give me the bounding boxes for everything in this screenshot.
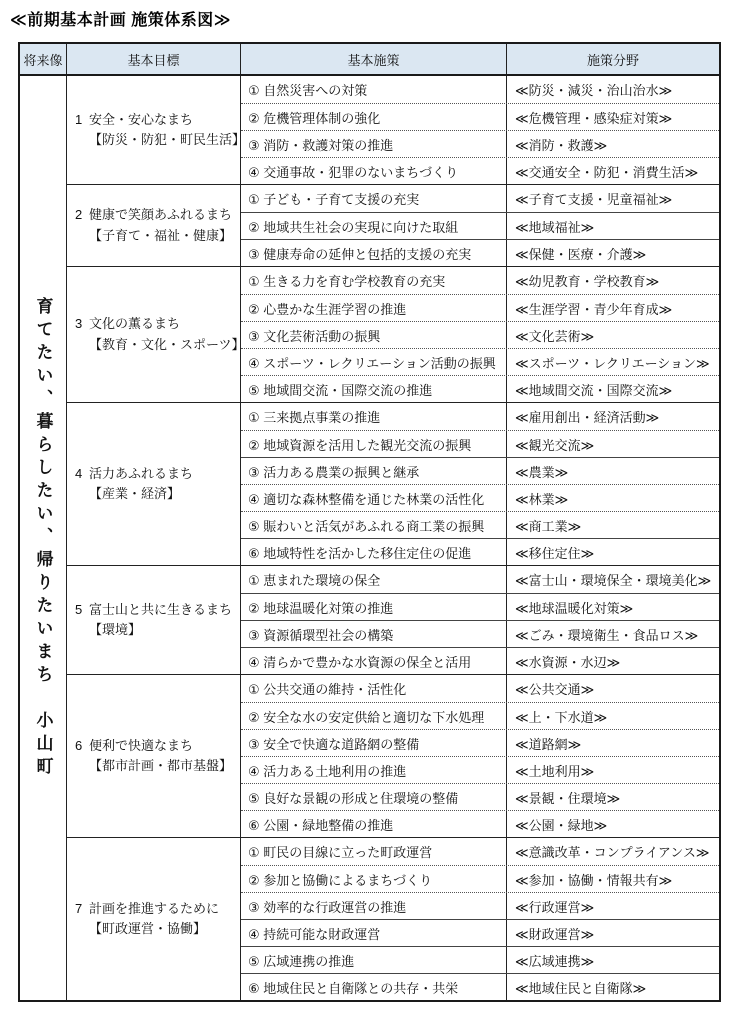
goal-category: 【環境】 <box>89 622 142 637</box>
field-cell: ≪林業≫ <box>515 491 569 507</box>
field-cell: ≪地域住民と自衛隊≫ <box>515 980 647 996</box>
field-cell: ≪保健・医療・介護≫ <box>515 246 647 262</box>
field-cell: ≪道路網≫ <box>515 736 582 752</box>
table-row <box>241 973 719 1000</box>
policy-cell: ③ 活力ある農業の振興と継承 <box>241 458 507 484</box>
table-row <box>241 620 719 647</box>
field-cell: ≪意識改革・コンプライアンス≫ <box>515 845 710 860</box>
policy-cell: ① 自然災害への対策 <box>241 76 507 103</box>
table-row <box>241 403 719 430</box>
field-cell: ≪文化芸術≫ <box>515 328 595 344</box>
policy-cell: ② 地球温暖化対策の推進 <box>241 594 507 620</box>
policy-cell: ② 危機管理体制の強化 <box>241 104 507 130</box>
field-cell: ≪交通安全・防犯・消費生活≫ <box>515 164 699 180</box>
field-cell: ≪参加・協働・情報共有≫ <box>515 872 673 888</box>
goal-title-line <box>75 464 240 484</box>
goal-section <box>67 403 719 566</box>
column-header-policy: 基本施策 <box>241 44 507 74</box>
policy-cell: ② 心豊かな生涯学習の推進 <box>241 295 507 321</box>
field-cell: ≪移住定住≫ <box>515 545 595 561</box>
table-row <box>241 212 719 239</box>
goal-section <box>67 185 719 267</box>
policy-cell: ④ 活力ある土地利用の推進 <box>241 757 507 783</box>
policy-system-table <box>18 42 721 1002</box>
goal-name: 活力あふれるまち <box>89 465 194 481</box>
goal-name: 文化の薫るまち <box>89 316 181 332</box>
policy-cell: ② 地域資源を活用した観光交流の振興 <box>241 431 507 457</box>
field-cell: ≪危機管理・感染症対策≫ <box>515 110 673 126</box>
policy-cell: ① 公共交通の維持・活性化 <box>241 675 507 702</box>
table-row <box>241 157 719 184</box>
goal-name: 健康で笑顔あふれるまち <box>89 207 233 223</box>
policy-cell: ④ スポーツ・レクリエーション活動の振興 <box>241 349 507 375</box>
policy-cell: ① 町民の目線に立った町政運営 <box>241 838 507 865</box>
policy-rows <box>241 566 719 674</box>
goal-sections-container <box>67 76 719 1000</box>
column-header-goal: 基本目標 <box>67 44 241 74</box>
policy-cell: ② 安全な水の安定供給と適切な下水処理 <box>241 703 507 729</box>
page-title: ≪前期基本計画 施策体系図≫ <box>10 12 231 29</box>
policy-rows <box>241 838 719 1000</box>
field-cell: ≪幼児教育・学校教育≫ <box>515 274 660 289</box>
field-cell: ≪地域福祉≫ <box>515 219 595 235</box>
table-row <box>241 892 719 919</box>
goal-section <box>67 675 719 838</box>
table-row <box>241 865 719 892</box>
table-header-row <box>20 44 719 76</box>
policy-cell: ⑥ 公園・緑地整備の推進 <box>241 811 507 837</box>
goal-cell <box>67 403 241 565</box>
policy-cell: ① 生きる力を育む学校教育の充実 <box>241 267 507 294</box>
goal-title-line <box>75 205 240 225</box>
field-cell: ≪公園・緑地≫ <box>515 817 608 833</box>
field-cell: ≪上・下水道≫ <box>515 709 608 725</box>
table-row <box>241 919 719 946</box>
policy-cell: ④ 清らかで豊かな水資源の保全と活用 <box>241 648 507 674</box>
policy-rows <box>241 185 719 266</box>
policy-rows <box>241 267 719 402</box>
vision-cell <box>20 76 67 1000</box>
policy-cell: ③ 資源循環型社会の構築 <box>241 621 507 647</box>
goal-cell <box>67 838 241 1000</box>
field-cell: ≪水資源・水辺≫ <box>515 654 621 670</box>
policy-cell: ③ 健康寿命の延伸と包括的支援の充実 <box>241 240 507 266</box>
policy-cell: ① 三来拠点事業の推進 <box>241 403 507 430</box>
goal-title-line <box>75 736 240 756</box>
policy-cell: ⑥ 地域住民と自衛隊との共存・共栄 <box>241 974 507 1000</box>
table-body <box>20 76 719 1000</box>
policy-cell: ④ 適切な森林整備を通じた林業の活性化 <box>241 485 507 511</box>
policy-cell: ⑥ 地域特性を活かした移住定住の促進 <box>241 539 507 565</box>
table-row <box>241 267 719 294</box>
goal-title-line <box>75 899 240 919</box>
policy-rows <box>241 675 719 837</box>
policy-rows <box>241 76 719 184</box>
field-cell: ≪生涯学習・青少年育成≫ <box>515 301 673 317</box>
goal-cell <box>67 675 241 837</box>
table-row <box>241 647 719 674</box>
goal-cell <box>67 566 241 674</box>
goal-number: 7 <box>75 900 83 916</box>
goal-number: 3 <box>75 316 83 332</box>
table-row <box>241 783 719 810</box>
policy-cell: ③ 消防・救護対策の推進 <box>241 131 507 157</box>
field-cell: ≪地球温暖化対策≫ <box>515 600 634 616</box>
field-cell: ≪行政運営≫ <box>515 899 595 915</box>
field-cell: ≪地域間交流・国際交流≫ <box>515 382 673 398</box>
goal-number: 1 <box>75 111 83 127</box>
table-row <box>241 239 719 266</box>
policy-cell: ⑤ 賑わいと活気があふれる商工業の振興 <box>241 512 507 538</box>
table-row <box>241 702 719 729</box>
policy-cell: ① 恵まれた環境の保全 <box>241 566 507 593</box>
goal-category: 【町政運営・協働】 <box>89 921 207 936</box>
policy-cell: ③ 安全で快適な道路網の整備 <box>241 730 507 756</box>
policy-cell: ① 子ども・子育て支援の充実 <box>241 185 507 212</box>
goal-title-line <box>75 600 240 620</box>
goal-category: 【教育・文化・スポーツ】 <box>89 336 245 352</box>
goal-number: 2 <box>75 207 83 223</box>
table-row <box>241 484 719 511</box>
field-cell: ≪消防・救護≫ <box>515 137 608 153</box>
table-row <box>241 946 719 973</box>
table-row <box>241 511 719 538</box>
table-row <box>241 130 719 157</box>
goal-section <box>67 267 719 403</box>
field-cell: ≪観光交流≫ <box>515 437 595 453</box>
goal-section <box>67 566 719 675</box>
goal-category: 【都市計画・都市基盤】 <box>89 758 233 773</box>
table-row <box>241 675 719 702</box>
table-row <box>241 838 719 865</box>
policy-cell: ⑤ 地域間交流・国際交流の推進 <box>241 376 507 402</box>
field-cell: ≪景観・住環境≫ <box>515 790 621 806</box>
goal-name: 便利で快適なまち <box>89 737 194 753</box>
table-row <box>241 810 719 837</box>
policy-cell: ③ 文化芸術活動の振興 <box>241 322 507 348</box>
policy-cell: ⑤ 広域連携の推進 <box>241 947 507 973</box>
table-row <box>241 538 719 565</box>
table-row <box>241 321 719 348</box>
table-row <box>241 593 719 620</box>
table-row <box>241 76 719 103</box>
field-cell: ≪富士山・環境保全・環境美化≫ <box>515 573 712 588</box>
table-row <box>241 103 719 130</box>
field-cell: ≪雇用創出・経済活動≫ <box>515 410 660 425</box>
goal-name: 安全・安心なまち <box>89 111 194 127</box>
table-row <box>241 185 719 212</box>
goal-category: 【子育て・福祉・健康】 <box>89 227 233 243</box>
table-row <box>241 457 719 484</box>
table-row <box>241 348 719 375</box>
field-cell: ≪商工業≫ <box>515 518 582 534</box>
column-header-field: 施策分野 <box>586 52 639 68</box>
goal-section <box>67 76 719 185</box>
field-cell: ≪公共交通≫ <box>515 682 595 697</box>
goal-name: 富士山と共に生きるまち <box>89 601 233 617</box>
field-cell: ≪土地利用≫ <box>515 763 595 779</box>
policy-cell: ④ 交通事故・犯罪のないまちづくり <box>241 158 507 184</box>
field-cell: ≪防災・減災・治山治水≫ <box>515 83 673 98</box>
goal-number: 6 <box>75 737 83 753</box>
goal-number: 4 <box>75 465 83 481</box>
goal-cell <box>67 76 246 184</box>
goal-number: 5 <box>75 601 83 617</box>
vision-text: 育てたい、暮らしたい、帰りたいまち 小山町 <box>33 296 53 780</box>
goal-cell <box>67 267 245 402</box>
table-row <box>241 294 719 321</box>
field-cell: ≪財政運営≫ <box>515 926 595 942</box>
policy-cell: ② 参加と協働によるまちづくり <box>241 866 507 892</box>
table-row <box>241 729 719 756</box>
table-row <box>241 566 719 593</box>
policy-rows <box>241 403 719 565</box>
table-row <box>241 756 719 783</box>
field-cell: ≪子育て支援・児童福祉≫ <box>515 192 673 207</box>
goal-cell <box>67 185 241 266</box>
field-cell: ≪スポーツ・レクリエーション≫ <box>515 355 710 371</box>
column-header-vision: 将来像 <box>20 44 67 74</box>
goal-title-line <box>75 314 240 334</box>
table-row <box>241 430 719 457</box>
policy-cell: ④ 持続可能な財政運営 <box>241 920 507 946</box>
goal-section <box>67 838 719 1000</box>
goal-title-line <box>75 110 240 130</box>
goal-category: 【防災・防犯・町民生活】 <box>89 132 246 147</box>
goal-name: 計画を推進するために <box>89 900 220 916</box>
policy-cell: ③ 効率的な行政運営の推進 <box>241 893 507 919</box>
field-cell: ≪ごみ・環境衛生・食品ロス≫ <box>515 627 699 643</box>
field-cell: ≪農業≫ <box>515 464 569 480</box>
table-row <box>241 375 719 402</box>
field-cell: ≪広域連携≫ <box>515 953 595 969</box>
policy-cell: ⑤ 良好な景観の形成と住環境の整備 <box>241 784 507 810</box>
goal-category: 【産業・経済】 <box>89 486 181 501</box>
policy-cell: ② 地域共生社会の実現に向けた取組 <box>241 213 507 239</box>
